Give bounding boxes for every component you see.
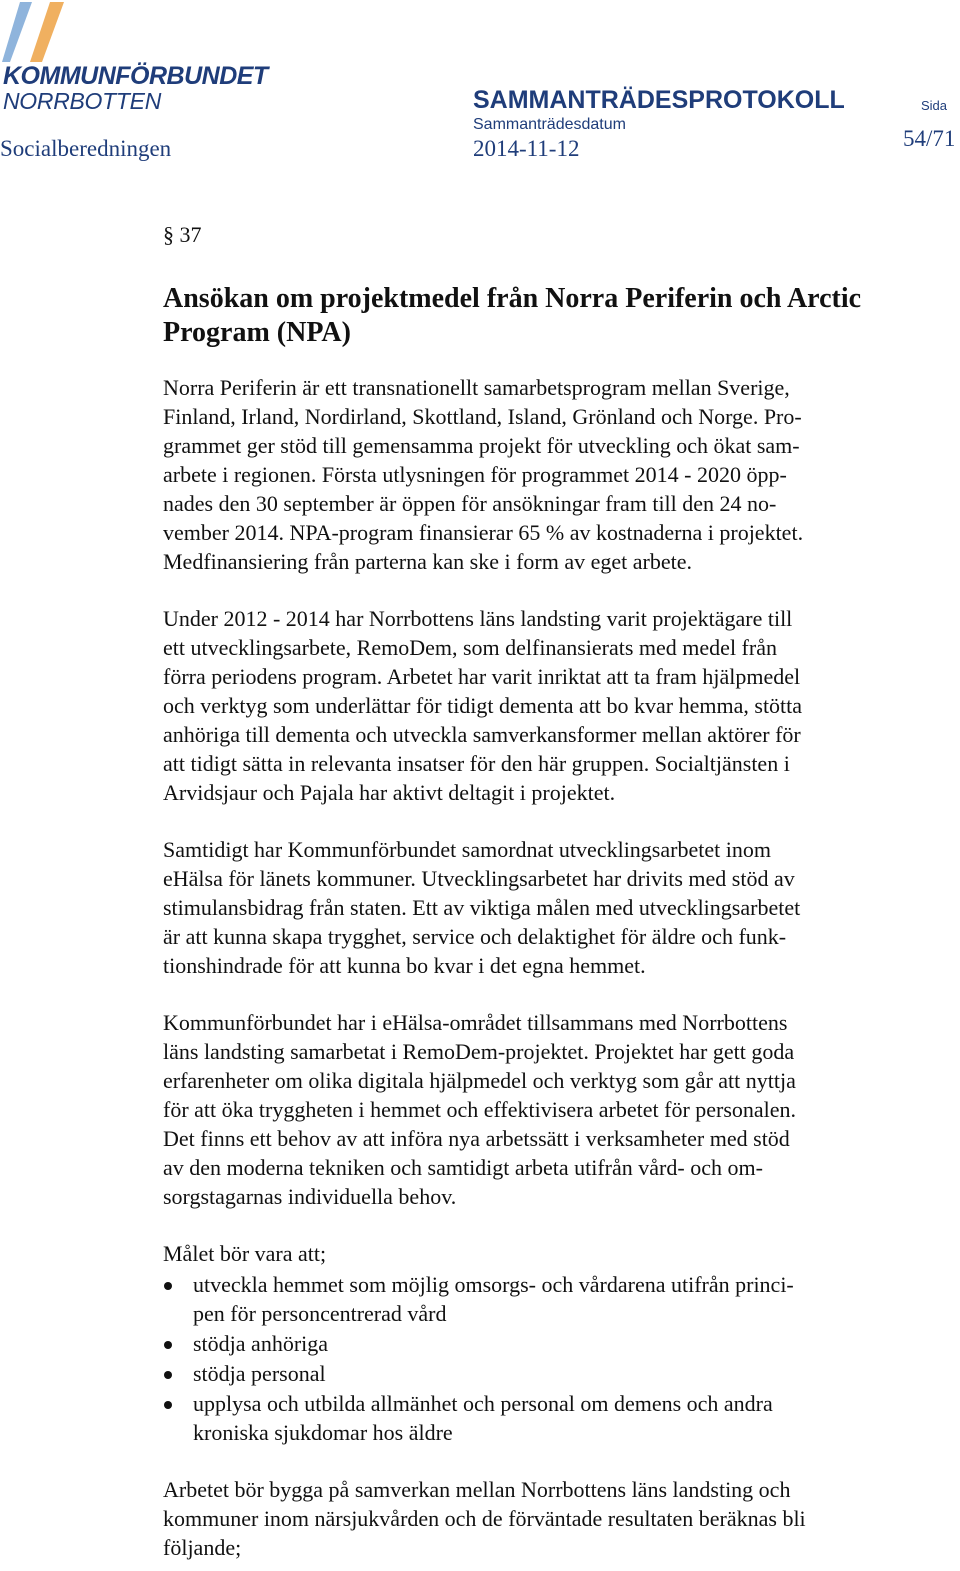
logo-text-secondary: NORRBOTTEN bbox=[3, 88, 162, 114]
text-line: nades den 30 september är öppen för ansökningar fram till den 24 no- bbox=[163, 491, 777, 516]
list-item bbox=[163, 1329, 898, 1358]
text-line: Det finns ett behov av att införa nya arbetssätt i verksamheter med stöd bbox=[163, 1126, 790, 1151]
text-line: stödja anhöriga bbox=[193, 1331, 329, 1356]
goals-intro: Målet bör vara att; bbox=[163, 1241, 327, 1266]
text-line: Samtidigt har Kommunförbundet samordnat utvecklingsarbetet inom bbox=[163, 837, 771, 862]
text-line: Medfinansiering från parterna kan ske i form av eget arbete. bbox=[163, 549, 692, 574]
text-line: Arvidsjaur och Pajala har aktivt deltagit i projektet. bbox=[163, 780, 616, 805]
text-line: eHälsa för länets kommuner. Utvecklingsarbetet har drivits med stöd av bbox=[163, 866, 795, 891]
organization-logo bbox=[0, 0, 270, 115]
list-item bbox=[163, 1270, 898, 1328]
text-line: grammet ger stöd till gemensamma projekt för utveckling och ökat sam- bbox=[163, 433, 800, 458]
paragraph-npa-intro bbox=[163, 373, 898, 576]
text-line: sorgstagarnas individuella behov. bbox=[163, 1184, 457, 1209]
page-number: 54/71 bbox=[903, 126, 956, 151]
list-item bbox=[163, 1389, 898, 1447]
text-line: kommuner inom närsjukvården och de förväntade resultaten beräknas bli bbox=[163, 1506, 806, 1531]
section-heading bbox=[163, 282, 898, 350]
text-line: läns landsting samarbetat i RemoDem-projektet. Projektet har gett goda bbox=[163, 1039, 795, 1064]
meeting-date: 2014-11-12 bbox=[473, 136, 580, 161]
text-line: följande; bbox=[163, 1535, 242, 1560]
text-line: anhöriga till dementa och utveckla samverkansformer mellan aktörer för bbox=[163, 722, 801, 747]
text-line: förra periodens program. Arbetet har varit inriktat att ta fram hjälpmedel bbox=[163, 664, 801, 689]
goals-section bbox=[163, 1239, 898, 1447]
text-line: Arbetet bör bygga på samverkan mellan Norrbottens läns landsting och bbox=[163, 1477, 791, 1502]
text-line: vember 2014. NPA-program finansierar 65 % av kostnaderna i projektet. bbox=[163, 520, 804, 545]
text-line: stödja personal bbox=[193, 1361, 326, 1386]
text-line: upplysa och utbilda allmänhet och personal om demens och andra bbox=[193, 1391, 773, 1416]
bullet-icon bbox=[164, 1341, 172, 1349]
paragraph-expected-results bbox=[163, 1475, 898, 1562]
paragraph-remodem bbox=[163, 604, 898, 807]
section-number: § 37 bbox=[163, 222, 202, 247]
text-line: och verktyg som underlättar för tidigt dementa att bo kvar hemma, stötta bbox=[163, 693, 803, 718]
text-line: Under 2012 - 2014 har Norrbottens läns landsting varit projektägare till bbox=[163, 606, 793, 631]
text-line: stimulansbidrag från staten. Ett av viktiga målen med utvecklingsarbetet bbox=[163, 895, 801, 920]
text-line: att tidigt sätta in relevanta insatser för den här gruppen. Socialtjänsten i bbox=[163, 751, 790, 776]
text-line: arbete i regionen. Första utlysningen för programmet 2014 - 2020 öpp- bbox=[163, 462, 787, 487]
logo-stripes-icon bbox=[2, 2, 72, 64]
text-line: ett utvecklingsarbete, RemoDem, som delfinansierats med medel från bbox=[163, 635, 777, 660]
bullet-icon bbox=[164, 1401, 172, 1409]
text-line: erfarenheter om olika digitala hjälpmedel och verktyg som går att nyttja bbox=[163, 1068, 796, 1093]
organization-name: Socialberedningen bbox=[0, 136, 172, 161]
paragraph-collaboration bbox=[163, 1008, 898, 1211]
heading-line: Program (NPA) bbox=[163, 317, 351, 348]
text-line: för att öka tryggheten i hemmet och effektivisera arbetet för personalen. bbox=[163, 1097, 797, 1122]
text-line: av den moderna tekniken och samtidigt arbeta utifrån vård- och om- bbox=[163, 1155, 763, 1180]
text-line: Norra Periferin är ett transnationellt samarbetsprogram mellan Sverige, bbox=[163, 375, 790, 400]
meeting-date-label: Sammanträdesdatum bbox=[473, 116, 626, 133]
text-line: tionshindrade för att kunna bo kvar i det egna hemmet. bbox=[163, 953, 646, 978]
paragraph-ehalsa bbox=[163, 835, 898, 980]
page-label: Sida bbox=[921, 98, 948, 113]
text-line: är att kunna skapa trygghet, service och delaktighet för äldre och funk- bbox=[163, 924, 787, 949]
text-line: utveckla hemmet som möjlig omsorgs- och vårdarena utifrån princi- bbox=[193, 1272, 794, 1297]
goals-list bbox=[163, 1270, 898, 1447]
text-line: kroniska sjukdomar hos äldre bbox=[193, 1420, 453, 1445]
text-line: pen för personcentrerad vård bbox=[193, 1301, 447, 1326]
document-type-title: SAMMANTRÄDESPROTOKOLL bbox=[473, 86, 845, 114]
document-body bbox=[163, 220, 898, 1562]
bullet-icon bbox=[164, 1282, 172, 1290]
text-line: Finland, Irland, Nordirland, Skottland, Island, Grönland och Norge. Pro- bbox=[163, 404, 802, 429]
logo-text-primary: KOMMUNFÖRBUNDET bbox=[3, 62, 268, 90]
heading-line: Ansökan om projektmedel från Norra Periferin och Arctic bbox=[163, 283, 862, 314]
text-line: Kommunförbundet har i eHälsa-området tillsammans med Norrbottens bbox=[163, 1010, 788, 1035]
list-item bbox=[163, 1359, 898, 1388]
bullet-icon bbox=[164, 1371, 172, 1379]
